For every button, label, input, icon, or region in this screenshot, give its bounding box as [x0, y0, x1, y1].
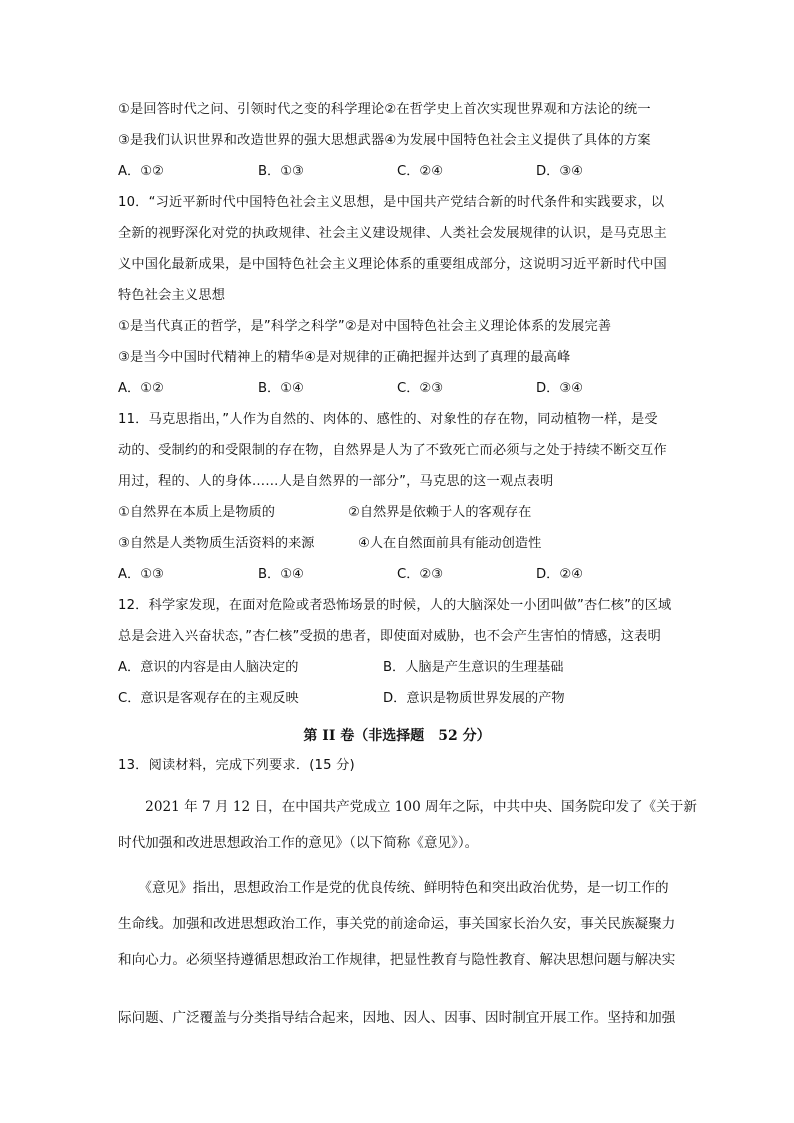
q11-option-b: B．①④ — [258, 567, 304, 582]
q11-option-d: D．②④ — [536, 567, 583, 582]
q13-material-line-5: 和向心力。必须坚持遵循思想政治工作规律，把显性教育与隐性教育、解决思想问题与解决实 — [118, 952, 676, 968]
q9-options — [118, 162, 698, 182]
q11-options — [118, 565, 698, 585]
q13-prompt: 13．阅读材料，完成下列要求．(15 分) — [118, 758, 355, 773]
q11-text-line-1: 11．马克思指出，”人作为自然的、肉体的、感性的、对象性的存在物，同动植物一样，是受 — [118, 412, 658, 427]
q10-text-line-3: 义中国化最新成果，是中国特色社会主义理论体系的重要组成部分，这说明习近平新时代中国 — [118, 257, 667, 272]
q13-material-line-3: 《意见》指出，思想政治工作是党的优良传统、鲜明特色和突出政治优势，是一切工作的 — [118, 880, 669, 896]
q11-statement-4: ④人在自然面前具有能动创造性 — [358, 536, 542, 551]
q9-statement-line-1: ①是回答时代之问、引领时代之变的科学理论②在哲学史上首次实现世界观和方法论的统一 — [118, 102, 651, 117]
q9-option-c: C．②④ — [397, 164, 444, 179]
section-2-title: 第 II 卷（非选择题 52 分） — [303, 728, 491, 744]
q9-statement-line-2: ③是我们认识世界和改造世界的强大思想武器④为发展中国特色社会主义提供了具体的方案 — [118, 133, 651, 148]
q10-statement-line-2: ③是当今中国时代精神上的精华④是对规律的正确把握并达到了真理的最高峰 — [118, 350, 571, 365]
q10-statement-line-1: ①是当代真正的哲学，是”科学之科学”②是对中国特色社会主义理论体系的发展完善 — [118, 319, 612, 334]
q11-option-a: A．①③ — [118, 567, 164, 582]
q13-material-line-1: 2021 年 7 月 12 日，在中国共产党成立 100 周年之际，中共中央、国务院印发了《关于新 — [118, 799, 697, 815]
q9-option-b: B．①③ — [258, 164, 304, 179]
q12-text-line-1: 12．科学家发现，在面对危险或者恐怖场景的时候，人的大脑深处一小团叫做”杏仁核”的区域 — [118, 598, 672, 613]
q11-statements-row-1 — [118, 503, 698, 523]
q13-material-line-6: 际问题、广泛覆盖与分类指导结合起来，因地、因人、因事、因时制宜开展工作。坚持和加强 — [118, 1010, 676, 1026]
q10-options — [118, 379, 698, 399]
q12-option-c: C．意识是客观存在的主观反映 — [118, 691, 299, 706]
q10-option-c: C．②③ — [397, 381, 444, 396]
q12-option-d: D．意识是物质世界发展的产物 — [383, 691, 565, 706]
q9-option-a: A．①② — [118, 164, 164, 179]
q10-option-a: A．①② — [118, 381, 164, 396]
q12-option-a: A．意识的内容是由人脑决定的 — [118, 660, 299, 675]
q10-text-line-2: 全新的视野深化对党的执政规律、社会主义建设规律、人类社会发展规律的认识，是马克思主 — [118, 226, 667, 241]
q9-option-d: D．③④ — [536, 164, 583, 179]
q11-statement-2: ②自然界是依赖于人的客观存在 — [348, 505, 532, 520]
q11-text-line-3: 用过，程的、人的身体……人是自然界的一部分”，马克思的这一观点表明 — [118, 474, 554, 489]
q11-statement-3: ③自然是人类物质生活资料的来源 — [118, 536, 315, 551]
q12-text-line-2: 总是会进入兴奋状态，”杏仁核”受损的患者，即使面对威胁，也不会产生害怕的情感，这表明 — [118, 629, 661, 644]
q12-options-row-2 — [118, 689, 698, 709]
q10-text-line-4: 特色社会主义思想 — [118, 288, 226, 303]
q11-statement-1: ①自然界在本质上是物质的 — [118, 505, 275, 520]
q13-material-line-2: 时代加强和改进思想政治工作的意见》（以下简称《意见》）。 — [118, 835, 479, 851]
q10-option-b: B．①④ — [258, 381, 304, 396]
q10-text-line-1: 10．“习近平新时代中国特色社会主义思想，是中国共产党结合新的时代条件和实践要求，以 — [118, 195, 665, 210]
q12-options-row-1 — [118, 658, 698, 678]
q11-text-line-2: 动的、受制约的和受限制的存在物，自然界是人为了不致死亡而必须与之处于持续不断交互作 — [118, 443, 667, 458]
q12-option-b: B．人脑是产生意识的生理基础 — [383, 660, 564, 675]
q10-option-d: D．③④ — [536, 381, 583, 396]
q11-option-c: C．②③ — [397, 567, 444, 582]
q13-material-line-4: 生命线。加强和改进思想政治工作，事关党的前途命运，事关国家长治久安，事关民族凝聚力 — [118, 916, 676, 932]
q11-statements-row-2 — [118, 534, 698, 554]
